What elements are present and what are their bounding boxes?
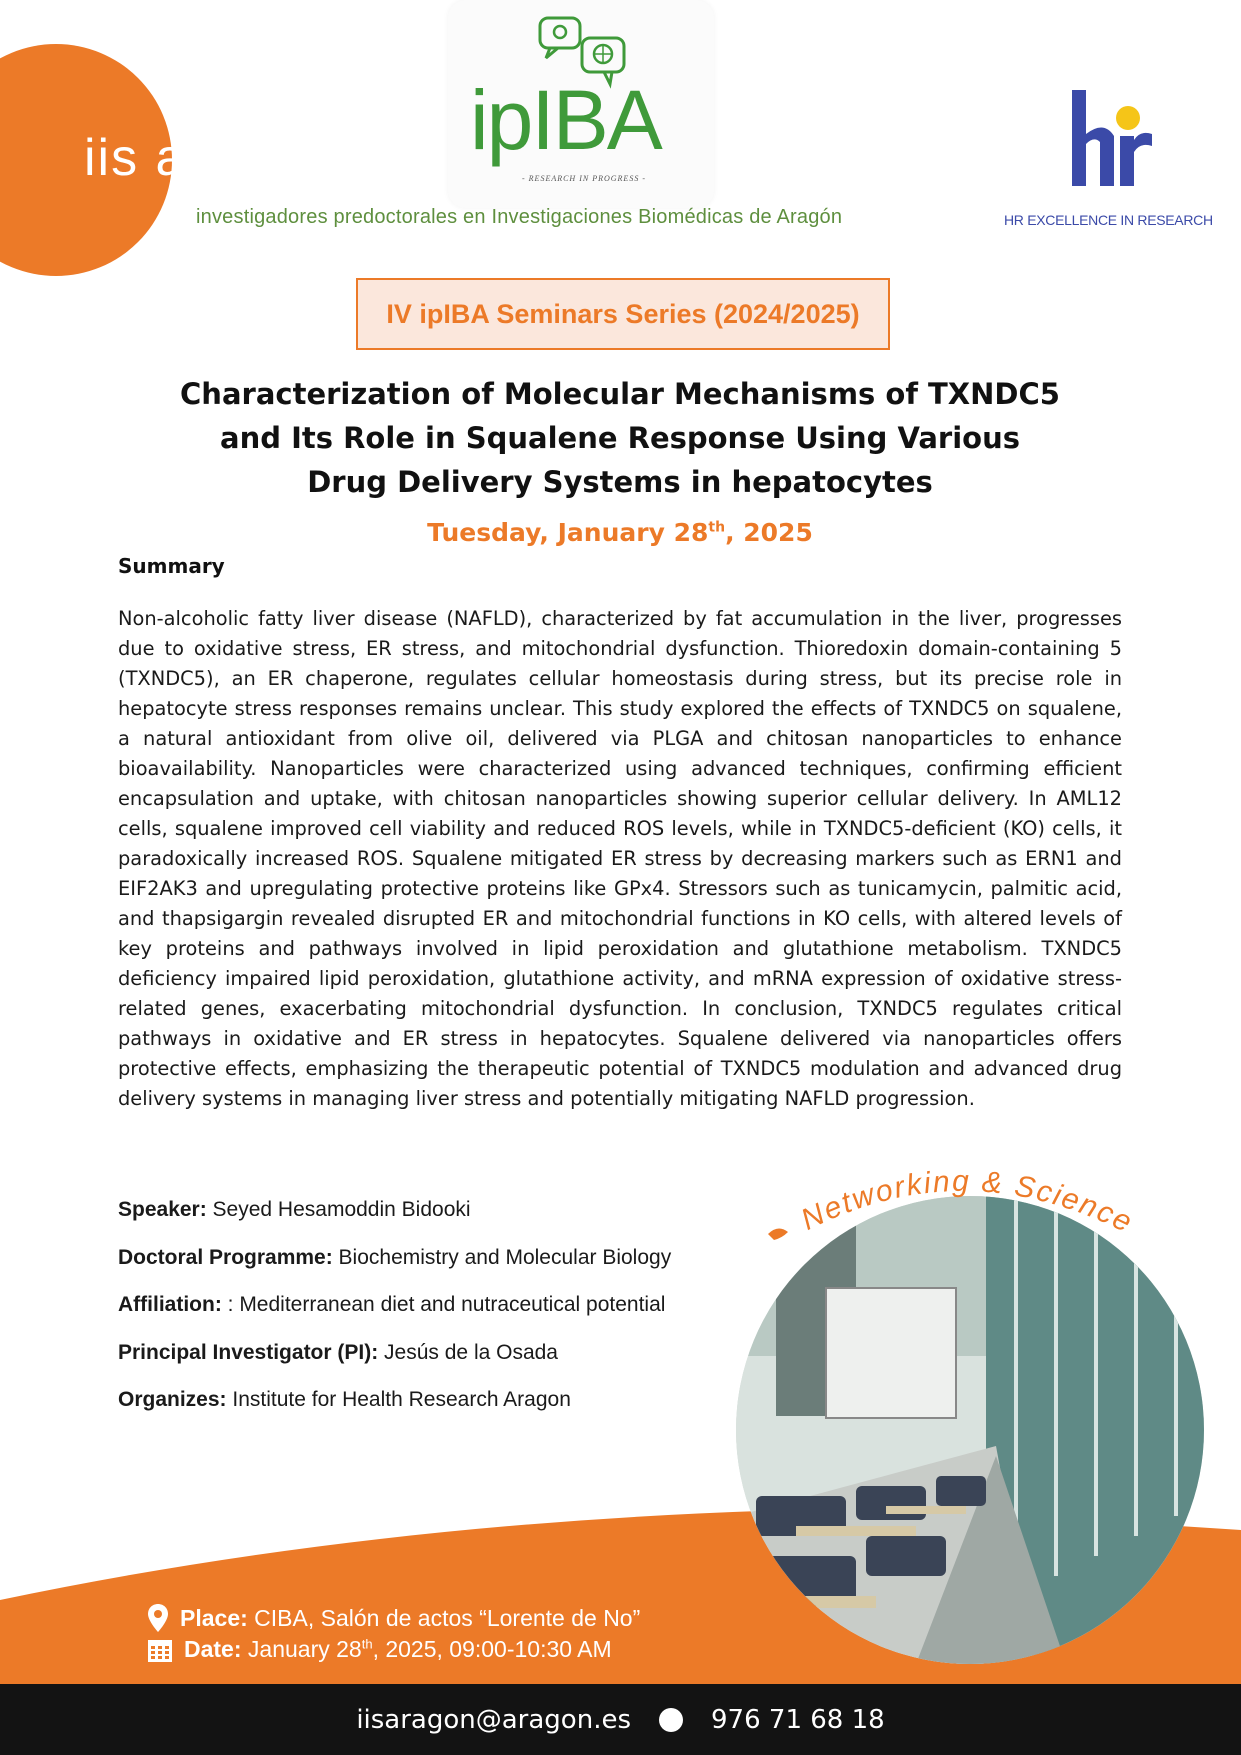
talk-date-ordinal: th bbox=[708, 519, 726, 536]
pi-value: Jesús de la Osada bbox=[378, 1340, 558, 1364]
hr-excellence-logo bbox=[1070, 90, 1152, 190]
place-value: CIBA, Salón de actos “Lorente de No” bbox=[247, 1604, 641, 1631]
footer-bar bbox=[0, 1684, 1241, 1755]
date-value: January 28 bbox=[241, 1636, 362, 1662]
footer-email[interactable]: iisaragon@aragon.es bbox=[356, 1704, 632, 1735]
programme-label: Doctoral Programme: bbox=[118, 1245, 333, 1269]
footer-phone[interactable]: 976 71 68 18 bbox=[711, 1704, 885, 1735]
programme-row bbox=[118, 1246, 758, 1294]
seminar-details bbox=[118, 1198, 758, 1436]
svg-text:Networking & Science: Networking & Science bbox=[795, 1164, 1139, 1240]
affiliation-label: Affiliation: bbox=[118, 1293, 222, 1316]
place-label: Place: bbox=[180, 1604, 248, 1631]
iis-logo-text: iis a. bbox=[84, 129, 203, 187]
footer-separator bbox=[659, 1708, 683, 1732]
speaker-value: Seyed Hesamoddin Bidooki bbox=[206, 1198, 471, 1221]
organizes-value: Institute for Health Research Aragon bbox=[226, 1388, 571, 1411]
calendar-icon bbox=[148, 1638, 172, 1662]
pi-row bbox=[118, 1341, 758, 1389]
speaker-row bbox=[118, 1198, 758, 1246]
speaker-label: Speaker: bbox=[118, 1198, 207, 1221]
series-title: IV ipIBA Seminars Series (2024/2025) bbox=[386, 298, 860, 329]
date-value-time: , 2025, 09:00-10:30 AM bbox=[372, 1636, 612, 1662]
classroom-photo bbox=[736, 1196, 1204, 1664]
organization-subtitle: investigadores predoctorales en Investigaciones Biomédicas de Aragón bbox=[196, 206, 843, 228]
talk-date-main: Tuesday, January 28 bbox=[427, 518, 709, 547]
series-banner bbox=[356, 278, 890, 350]
talk-title-line-1: Characterization of Molecular Mechanisms of TXNDC5 bbox=[180, 377, 1060, 411]
date-row bbox=[148, 1636, 612, 1663]
hr-caption: HR EXCELLENCE IN RESEARCH bbox=[1004, 212, 1213, 228]
affiliation-value: : Mediterranean diet and nutraceutical potential bbox=[221, 1293, 666, 1316]
programme-value: Biochemistry and Molecular Biology bbox=[332, 1245, 672, 1269]
talk-title-line-2: and Its Role in Squalene Response Using Various bbox=[220, 421, 1020, 455]
place-row bbox=[148, 1604, 640, 1632]
talk-title bbox=[120, 372, 1120, 504]
talk-date bbox=[120, 518, 1120, 547]
ipiba-tagline: - RESEARCH IN PROGRESS - bbox=[522, 174, 646, 183]
summary-heading: Summary bbox=[118, 554, 225, 578]
networking-science-label bbox=[760, 1136, 1160, 1256]
talk-date-year: , 2025 bbox=[725, 518, 813, 547]
date-label: Date: bbox=[184, 1636, 242, 1662]
bird-icon bbox=[768, 1228, 788, 1240]
ipiba-logo: ipIBA bbox=[470, 73, 661, 167]
affiliation-row bbox=[118, 1293, 758, 1341]
summary-text: Non-alcoholic fatty liver disease (NAFLD), characterized by fat accumulation in the liver, progresses due to oxidative stress, ER stress, and mitochondrial dysfunction. Thioredoxin domain-containing 5 (TXNDC5), an ER chaperone, regulates cellular homeostasis during stress, but its precise role in hepatocyte stress responses remains unclear. This study explored the effects of TXNDC5 on squalene, a natural antioxidant from olive oil, delivered via PLGA and chitosan nanoparticles to enhance bioavailability. Nanoparticles were characterized using advanced techniques, confirming efficient encapsulation and uptake, with chitosan nanoparticles showing superior cellular delivery. In AML12 cells, squalene improved cell viability and reduced ROS levels, while in TXNDC5-deficient (KO) cells, it paradoxically increased ROS. Squalene mitigated ER stress by decreasing markers such as ERN1 and EIF2AK3 and upregulating protective proteins like GPx4. Stressors such as tunicamycin, palmitic acid, and thapsigargin revealed disrupted ER and mitochondrial functions in KO cells, with altered levels of key proteins and pathways involved in lipid peroxidation and glutathione metabolism. TXNDC5 deficiency impaired lipid peroxidation, glutathione activity, and mRNA expression of oxidative stress-related genes, exacerbating mitochondrial dysfunction. In conclusion, TXNDC5 regulates critical pathways in oxidative and ER stress in hepatocytes. Squalene delivered via nanoparticles offers protective effects, emphasizing the therapeutic potential of TXNDC5 modulation and advanced drug delivery systems in managing liver stress and potentially mitigating NAFLD progression. bbox=[118, 607, 1122, 1110]
map-pin-icon bbox=[148, 1604, 168, 1632]
talk-title-line-3: Drug Delivery Systems in hepatocytes bbox=[307, 465, 933, 499]
organizes-label: Organizes: bbox=[118, 1388, 227, 1411]
pi-label: Principal Investigator (PI): bbox=[118, 1340, 379, 1364]
date-value-ordinal: th bbox=[361, 1636, 373, 1652]
organizes-row bbox=[118, 1388, 758, 1436]
